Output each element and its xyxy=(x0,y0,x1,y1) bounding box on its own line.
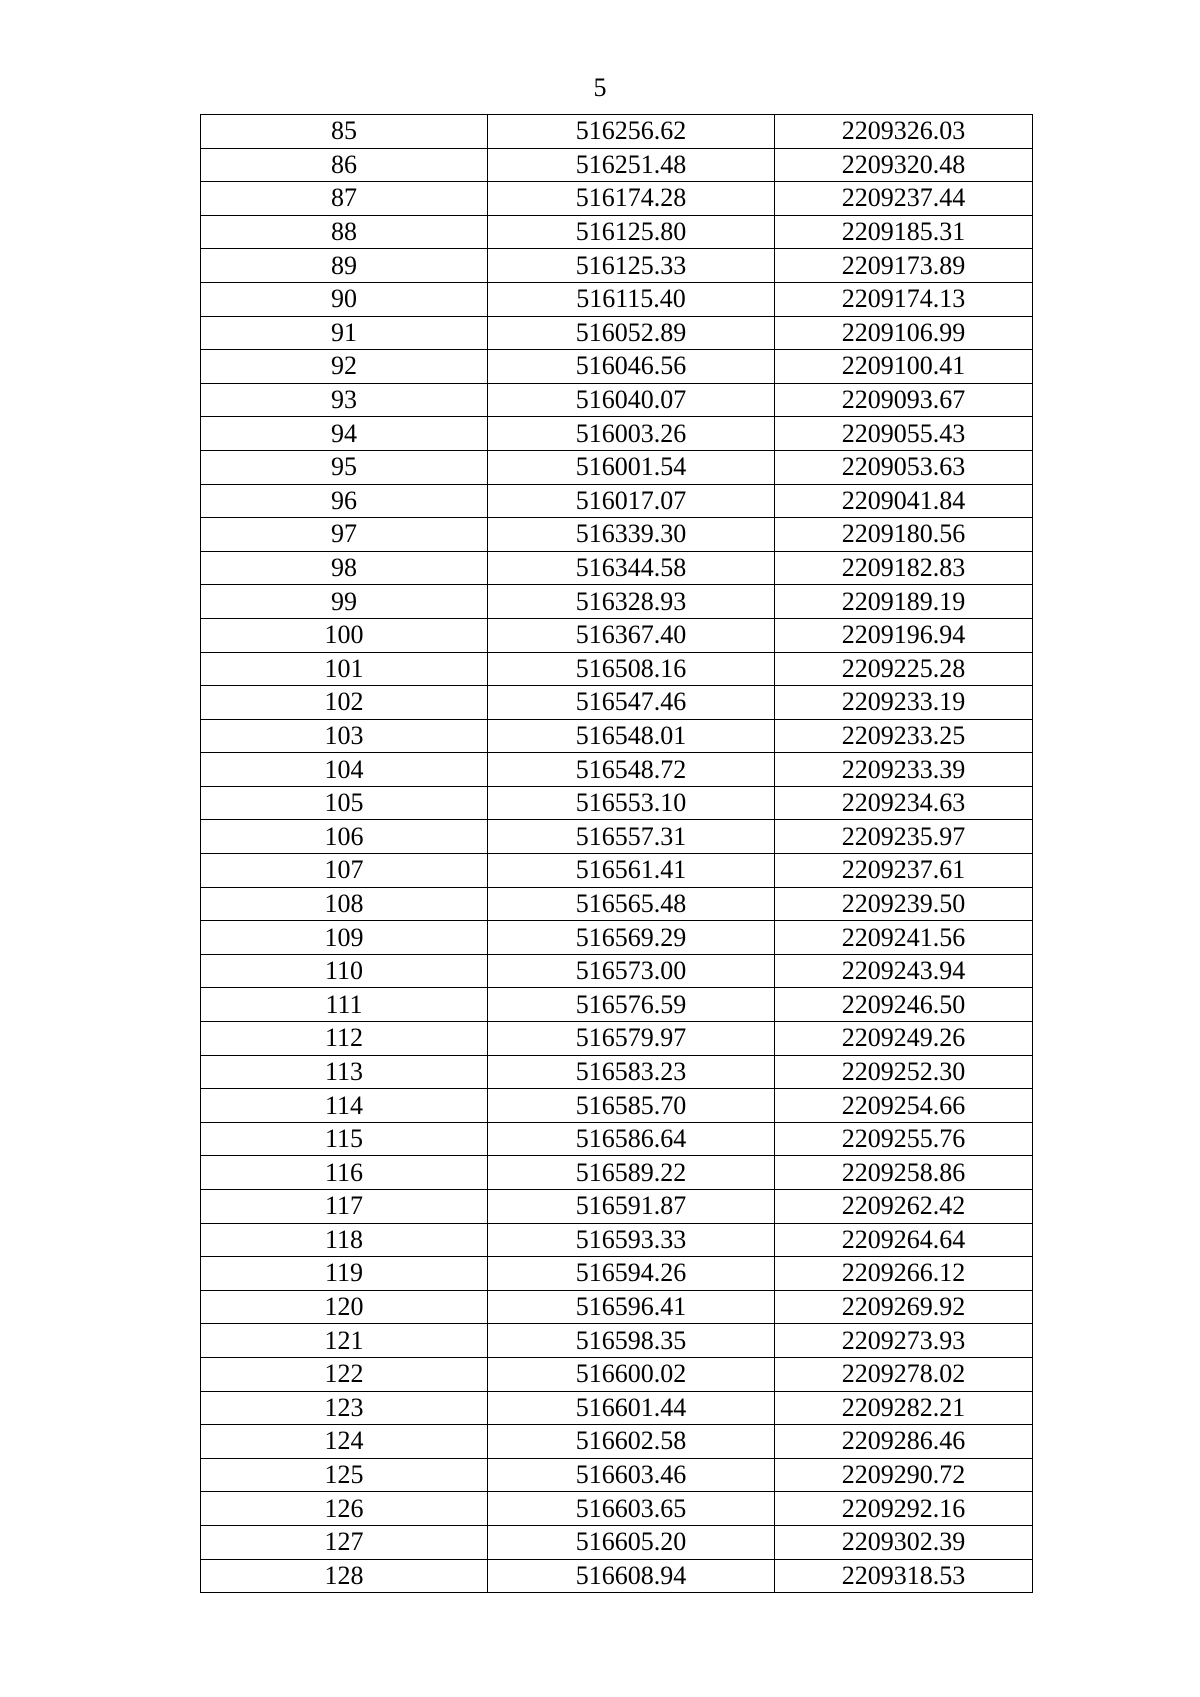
y-coordinate-cell: 2209273.93 xyxy=(775,1324,1033,1358)
point-number-cell: 119 xyxy=(201,1257,488,1291)
y-coordinate-cell: 2209055.43 xyxy=(775,417,1033,451)
table-row xyxy=(201,1089,1033,1123)
table-row xyxy=(201,1223,1033,1257)
point-number-cell: 86 xyxy=(201,148,488,182)
y-coordinate-cell: 2209318.53 xyxy=(775,1559,1033,1593)
y-coordinate-cell: 2209269.92 xyxy=(775,1290,1033,1324)
table-row xyxy=(201,618,1033,652)
x-coordinate-cell: 516601.44 xyxy=(488,1391,775,1425)
point-number-cell: 125 xyxy=(201,1458,488,1492)
x-coordinate-cell: 516602.58 xyxy=(488,1425,775,1459)
y-coordinate-cell: 2209173.89 xyxy=(775,249,1033,283)
table-row xyxy=(201,1425,1033,1459)
y-coordinate-cell: 2209093.67 xyxy=(775,383,1033,417)
point-number-cell: 94 xyxy=(201,417,488,451)
point-number-cell: 101 xyxy=(201,652,488,686)
y-coordinate-cell: 2209233.39 xyxy=(775,753,1033,787)
x-coordinate-cell: 516579.97 xyxy=(488,1022,775,1056)
x-coordinate-cell: 516576.59 xyxy=(488,988,775,1022)
point-number-cell: 87 xyxy=(201,182,488,216)
point-number-cell: 96 xyxy=(201,484,488,518)
x-coordinate-cell: 516583.23 xyxy=(488,1055,775,1089)
table-row xyxy=(201,316,1033,350)
point-number-cell: 121 xyxy=(201,1324,488,1358)
table-row xyxy=(201,786,1033,820)
table-row xyxy=(201,282,1033,316)
x-coordinate-cell: 516339.30 xyxy=(488,518,775,552)
x-coordinate-cell: 516605.20 xyxy=(488,1525,775,1559)
y-coordinate-cell: 2209239.50 xyxy=(775,887,1033,921)
point-number-cell: 113 xyxy=(201,1055,488,1089)
point-number-cell: 110 xyxy=(201,954,488,988)
point-number-cell: 127 xyxy=(201,1525,488,1559)
table-row xyxy=(201,1190,1033,1224)
table-row xyxy=(201,820,1033,854)
point-number-cell: 103 xyxy=(201,719,488,753)
table-row xyxy=(201,1357,1033,1391)
x-coordinate-cell: 516344.58 xyxy=(488,551,775,585)
point-number-cell: 114 xyxy=(201,1089,488,1123)
table-row xyxy=(201,1525,1033,1559)
point-number-cell: 91 xyxy=(201,316,488,350)
y-coordinate-cell: 2209041.84 xyxy=(775,484,1033,518)
y-coordinate-cell: 2209262.42 xyxy=(775,1190,1033,1224)
x-coordinate-cell: 516125.80 xyxy=(488,215,775,249)
y-coordinate-cell: 2209106.99 xyxy=(775,316,1033,350)
table-row xyxy=(201,350,1033,384)
point-number-cell: 123 xyxy=(201,1391,488,1425)
table-row xyxy=(201,417,1033,451)
x-coordinate-cell: 516600.02 xyxy=(488,1357,775,1391)
point-number-cell: 117 xyxy=(201,1190,488,1224)
point-number-cell: 126 xyxy=(201,1492,488,1526)
point-number-cell: 107 xyxy=(201,854,488,888)
y-coordinate-cell: 2209249.26 xyxy=(775,1022,1033,1056)
y-coordinate-cell: 2209246.50 xyxy=(775,988,1033,1022)
y-coordinate-cell: 2209241.56 xyxy=(775,921,1033,955)
point-number-cell: 104 xyxy=(201,753,488,787)
point-number-cell: 116 xyxy=(201,1156,488,1190)
point-number-cell: 89 xyxy=(201,249,488,283)
y-coordinate-cell: 2209290.72 xyxy=(775,1458,1033,1492)
table-row xyxy=(201,1290,1033,1324)
x-coordinate-cell: 516557.31 xyxy=(488,820,775,854)
x-coordinate-cell: 516040.07 xyxy=(488,383,775,417)
point-number-cell: 99 xyxy=(201,585,488,619)
y-coordinate-cell: 2209234.63 xyxy=(775,786,1033,820)
x-coordinate-cell: 516594.26 xyxy=(488,1257,775,1291)
point-number-cell: 128 xyxy=(201,1559,488,1593)
table-row xyxy=(201,551,1033,585)
table-row xyxy=(201,249,1033,283)
point-number-cell: 118 xyxy=(201,1223,488,1257)
point-number-cell: 95 xyxy=(201,450,488,484)
page-number: 5 xyxy=(593,73,607,102)
x-coordinate-cell: 516052.89 xyxy=(488,316,775,350)
y-coordinate-cell: 2209237.61 xyxy=(775,854,1033,888)
y-coordinate-cell: 2209235.97 xyxy=(775,820,1033,854)
y-coordinate-cell: 2209286.46 xyxy=(775,1425,1033,1459)
y-coordinate-cell: 2209237.44 xyxy=(775,182,1033,216)
table-row xyxy=(201,1391,1033,1425)
y-coordinate-cell: 2209320.48 xyxy=(775,148,1033,182)
y-coordinate-cell: 2209278.02 xyxy=(775,1357,1033,1391)
x-coordinate-cell: 516603.46 xyxy=(488,1458,775,1492)
x-coordinate-cell: 516561.41 xyxy=(488,854,775,888)
x-coordinate-cell: 516586.64 xyxy=(488,1122,775,1156)
point-number-cell: 105 xyxy=(201,786,488,820)
point-number-cell: 124 xyxy=(201,1425,488,1459)
table-row xyxy=(201,1156,1033,1190)
table-row xyxy=(201,1559,1033,1593)
x-coordinate-cell: 516548.01 xyxy=(488,719,775,753)
coordinates-table-body xyxy=(201,115,1033,1593)
x-coordinate-cell: 516251.48 xyxy=(488,148,775,182)
x-coordinate-cell: 516115.40 xyxy=(488,282,775,316)
point-number-cell: 111 xyxy=(201,988,488,1022)
x-coordinate-cell: 516598.35 xyxy=(488,1324,775,1358)
x-coordinate-cell: 516046.56 xyxy=(488,350,775,384)
y-coordinate-cell: 2209254.66 xyxy=(775,1089,1033,1123)
point-number-cell: 92 xyxy=(201,350,488,384)
x-coordinate-cell: 516125.33 xyxy=(488,249,775,283)
table-row xyxy=(201,988,1033,1022)
y-coordinate-cell: 2209302.39 xyxy=(775,1525,1033,1559)
table-row xyxy=(201,148,1033,182)
point-number-cell: 106 xyxy=(201,820,488,854)
point-number-cell: 100 xyxy=(201,618,488,652)
point-number-cell: 85 xyxy=(201,115,488,149)
table-row xyxy=(201,1122,1033,1156)
table-row xyxy=(201,585,1033,619)
y-coordinate-cell: 2209326.03 xyxy=(775,115,1033,149)
table-row xyxy=(201,921,1033,955)
y-coordinate-cell: 2209185.31 xyxy=(775,215,1033,249)
y-coordinate-cell: 2209243.94 xyxy=(775,954,1033,988)
x-coordinate-cell: 516591.87 xyxy=(488,1190,775,1224)
y-coordinate-cell: 2209189.19 xyxy=(775,585,1033,619)
table-row xyxy=(201,1492,1033,1526)
y-coordinate-cell: 2209282.21 xyxy=(775,1391,1033,1425)
x-coordinate-cell: 516553.10 xyxy=(488,786,775,820)
x-coordinate-cell: 516593.33 xyxy=(488,1223,775,1257)
y-coordinate-cell: 2209225.28 xyxy=(775,652,1033,686)
x-coordinate-cell: 516003.26 xyxy=(488,417,775,451)
x-coordinate-cell: 516367.40 xyxy=(488,618,775,652)
x-coordinate-cell: 516547.46 xyxy=(488,686,775,720)
table-row xyxy=(201,954,1033,988)
table-row xyxy=(201,719,1033,753)
x-coordinate-cell: 516585.70 xyxy=(488,1089,775,1123)
point-number-cell: 112 xyxy=(201,1022,488,1056)
table-row xyxy=(201,484,1033,518)
table-row xyxy=(201,1022,1033,1056)
point-number-cell: 108 xyxy=(201,887,488,921)
x-coordinate-cell: 516001.54 xyxy=(488,450,775,484)
y-coordinate-cell: 2209258.86 xyxy=(775,1156,1033,1190)
point-number-cell: 97 xyxy=(201,518,488,552)
x-coordinate-cell: 516608.94 xyxy=(488,1559,775,1593)
point-number-cell: 90 xyxy=(201,282,488,316)
table-row xyxy=(201,854,1033,888)
x-coordinate-cell: 516174.28 xyxy=(488,182,775,216)
x-coordinate-cell: 516569.29 xyxy=(488,921,775,955)
table-row xyxy=(201,182,1033,216)
table-row xyxy=(201,887,1033,921)
x-coordinate-cell: 516565.48 xyxy=(488,887,775,921)
x-coordinate-cell: 516589.22 xyxy=(488,1156,775,1190)
y-coordinate-cell: 2209255.76 xyxy=(775,1122,1033,1156)
table-row xyxy=(201,753,1033,787)
table-row xyxy=(201,383,1033,417)
x-coordinate-cell: 516596.41 xyxy=(488,1290,775,1324)
y-coordinate-cell: 2209180.56 xyxy=(775,518,1033,552)
point-number-cell: 102 xyxy=(201,686,488,720)
table-row xyxy=(201,1257,1033,1291)
y-coordinate-cell: 2209100.41 xyxy=(775,350,1033,384)
table-row xyxy=(201,215,1033,249)
x-coordinate-cell: 516328.93 xyxy=(488,585,775,619)
table-row xyxy=(201,1324,1033,1358)
x-coordinate-cell: 516017.07 xyxy=(488,484,775,518)
x-coordinate-cell: 516603.65 xyxy=(488,1492,775,1526)
y-coordinate-cell: 2209196.94 xyxy=(775,618,1033,652)
y-coordinate-cell: 2209292.16 xyxy=(775,1492,1033,1526)
point-number-cell: 109 xyxy=(201,921,488,955)
table-row xyxy=(201,115,1033,149)
y-coordinate-cell: 2209174.13 xyxy=(775,282,1033,316)
table-row xyxy=(201,1458,1033,1492)
y-coordinate-cell: 2209266.12 xyxy=(775,1257,1033,1291)
y-coordinate-cell: 2209233.19 xyxy=(775,686,1033,720)
y-coordinate-cell: 2209252.30 xyxy=(775,1055,1033,1089)
x-coordinate-cell: 516573.00 xyxy=(488,954,775,988)
point-number-cell: 122 xyxy=(201,1357,488,1391)
y-coordinate-cell: 2209182.83 xyxy=(775,551,1033,585)
y-coordinate-cell: 2209233.25 xyxy=(775,719,1033,753)
table-row xyxy=(201,652,1033,686)
point-number-cell: 88 xyxy=(201,215,488,249)
y-coordinate-cell: 2209264.64 xyxy=(775,1223,1033,1257)
table-row xyxy=(201,1055,1033,1089)
point-number-cell: 115 xyxy=(201,1122,488,1156)
table-row xyxy=(201,686,1033,720)
table-row xyxy=(201,450,1033,484)
point-number-cell: 93 xyxy=(201,383,488,417)
table-row xyxy=(201,518,1033,552)
x-coordinate-cell: 516508.16 xyxy=(488,652,775,686)
coordinates-table xyxy=(200,114,1033,1593)
point-number-cell: 120 xyxy=(201,1290,488,1324)
x-coordinate-cell: 516256.62 xyxy=(488,115,775,149)
point-number-cell: 98 xyxy=(201,551,488,585)
y-coordinate-cell: 2209053.63 xyxy=(775,450,1033,484)
x-coordinate-cell: 516548.72 xyxy=(488,753,775,787)
